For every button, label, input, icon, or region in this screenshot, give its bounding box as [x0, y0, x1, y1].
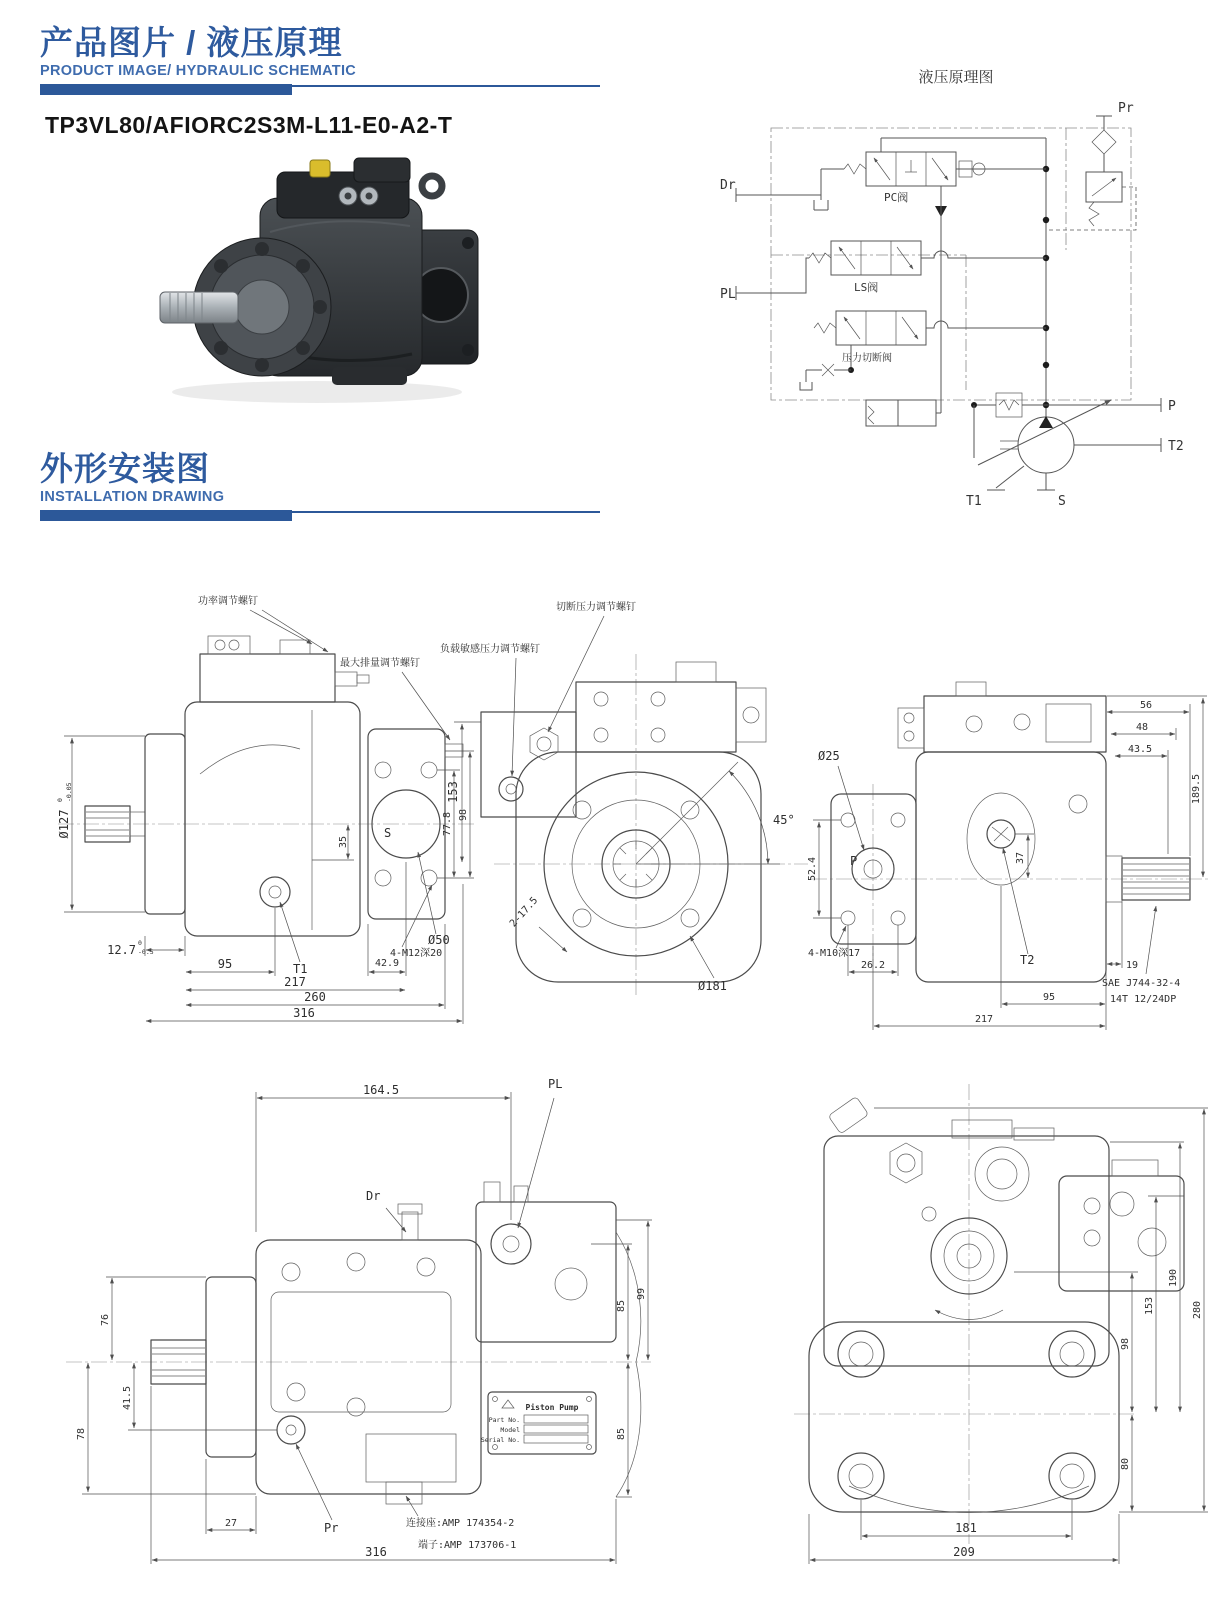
header-rule: [40, 510, 600, 521]
port-pr-label: Pr: [324, 1521, 339, 1535]
drawing-side-view-left: [50, 584, 480, 1029]
nameplate-brand: Piston Pump: [525, 1403, 579, 1412]
svg-text:-0.5: -0.5: [138, 948, 154, 956]
pc-valve: [821, 138, 1046, 405]
header-rule: [40, 84, 600, 95]
section-title-zh: 外形安装图: [40, 450, 210, 487]
ls-valve: [809, 241, 1046, 294]
dim-85-lower: 85: [616, 1427, 627, 1441]
port-dr-label: Dr: [366, 1189, 381, 1203]
drawing-rear-view: [714, 1024, 1214, 1576]
port-dr-label: Dr: [720, 178, 736, 193]
dim-12-7: 12.7: [107, 943, 136, 957]
dim-80: 80: [1120, 1457, 1131, 1471]
dim-27: 27: [224, 1518, 238, 1529]
callout-max-displacement-screw: 最大排量调节螺钉: [340, 658, 420, 669]
spline-spec-line1: SAE J744-32-4: [1102, 978, 1181, 989]
dim-52-4: 52.4: [807, 856, 818, 882]
dim-153: 153: [446, 781, 460, 803]
drawing-side-view-detail: [56, 1062, 656, 1577]
dim-37: 37: [1015, 851, 1026, 865]
dim-98: 98: [458, 808, 469, 822]
nameplate-row1: Part No.: [488, 1416, 520, 1424]
pump-outline: [809, 1096, 1184, 1512]
schematic-title: 液压原理图: [918, 68, 994, 86]
dimensions: [56, 736, 474, 1024]
dim-77-8: 77.8: [442, 811, 453, 837]
pump-outline: [151, 1182, 641, 1504]
dim-dia-50: Ø50: [428, 933, 450, 947]
nameplate-row2: Model: [500, 1426, 520, 1434]
port-s-label: S: [384, 826, 392, 840]
port-pl-label: PL: [720, 287, 736, 302]
dim-dia-181: Ø181: [698, 979, 727, 993]
port-p-label: P: [1168, 399, 1176, 414]
dim-35: 35: [338, 835, 349, 849]
cutoff-valve: [800, 311, 1046, 390]
pump-outline: [481, 662, 766, 982]
pump-symbol: [978, 400, 1111, 473]
dimensions: [446, 722, 795, 993]
brand-logo: [502, 1400, 514, 1408]
dim-316: 316: [293, 1006, 315, 1020]
dim-85-upper: 85: [616, 1299, 627, 1313]
dimensions: [76, 1077, 652, 1564]
port-t1-label: T1: [293, 962, 308, 976]
svg-text:-0.05: -0.05: [65, 782, 73, 802]
port-t2-label: T2: [1020, 953, 1035, 967]
port-pl: [736, 258, 809, 300]
drawing-front-view: [436, 592, 816, 1004]
pump-lifting-eye: [422, 176, 442, 196]
callout-load-sensing-screw: 负载敏感压力调节螺钉: [440, 644, 540, 655]
dim-217: 217: [974, 1014, 994, 1025]
dim-48: 48: [1135, 722, 1149, 733]
dim-95: 95: [217, 957, 233, 971]
svg-text:0: 0: [138, 939, 142, 947]
dim-shaft-dia: Ø127: [57, 809, 71, 839]
dim-164-5: 164.5: [362, 1083, 400, 1097]
drawing-side-view-right: [806, 634, 1216, 1036]
dim-99: 99: [636, 1287, 647, 1301]
spline-spec-line2: 14T 12/24DP: [1110, 994, 1177, 1005]
servo-cylinder: [866, 400, 941, 426]
pump-drive-shaft: [160, 292, 238, 323]
product-shadow: [172, 381, 462, 403]
dim-190: 190: [1168, 1268, 1179, 1288]
product-photo-piston-pump: [142, 142, 487, 410]
section-title-en: PRODUCT IMAGE/ HYDRAULIC SCHEMATIC: [40, 62, 357, 79]
port-p-label: P: [850, 854, 858, 868]
dim-98: 98: [1120, 1337, 1131, 1351]
section-title-zh: 产品图片 / 液压原理: [40, 24, 343, 61]
thread-spec-m10: 4-M10深17: [808, 948, 861, 959]
dim-78: 78: [76, 1427, 87, 1441]
dim-209: 209: [953, 1545, 975, 1559]
port-t2-label: T2: [1168, 439, 1184, 454]
dim-153: 153: [1144, 1296, 1155, 1316]
dim-189-5: 189.5: [1191, 773, 1202, 805]
nameplate: [481, 1392, 596, 1454]
note-terminal: 端子:AMP 173706-1: [418, 1540, 517, 1551]
dim-19: 19: [1126, 960, 1139, 971]
dim-280: 280: [1192, 1300, 1203, 1320]
pc-valve-label: PC阀: [884, 191, 909, 204]
port-s-label: S: [1058, 494, 1066, 509]
dimensions: [807, 696, 1207, 1030]
yellow-cap: [310, 160, 330, 177]
section-header-product-image: [40, 26, 600, 95]
pilot-valve-pr: [1046, 116, 1136, 230]
callouts: [198, 594, 450, 740]
callout-cutoff-pressure-screw: 切断压力调节螺钉: [556, 602, 636, 613]
cutoff-valve-label: 压力切断阀: [842, 353, 892, 364]
product-model-code: TP3VL80/AFIORC2S3M-L11-E0-A2-T: [45, 112, 453, 138]
dim-41-5: 41.5: [122, 1385, 133, 1411]
section-title-en: INSTALLATION DRAWING: [40, 488, 225, 505]
section-header-installation: [40, 452, 600, 521]
port-pl-label: PL: [548, 1077, 563, 1091]
ls-valve-label: LS阀: [854, 281, 879, 294]
dim-316: 316: [365, 1545, 387, 1559]
dim-43-5: 43.5: [1127, 744, 1153, 755]
callouts: [440, 600, 636, 776]
port-pr-label: Pr: [1118, 101, 1134, 116]
check-element: [971, 393, 1046, 458]
port-t1-label: T1: [966, 494, 982, 509]
callout-power-screw: 功率调节螺钉: [198, 596, 258, 607]
dim-56: 56: [1139, 700, 1153, 711]
thread-spec-m12: 4-M12深20: [390, 948, 443, 959]
note-connector: 连接座:AMP 174354-2: [406, 1518, 515, 1529]
dim-95: 95: [1042, 992, 1056, 1003]
dim-217: 217: [284, 975, 306, 989]
schematic-main-line: [1043, 138, 1049, 417]
dim-42-9: 42.9: [374, 958, 400, 969]
dim-2-17-5: 2-17.5: [507, 895, 541, 930]
tank-symbol: [736, 188, 828, 210]
dim-260: 260: [304, 990, 326, 1004]
dim-26-2: 26.2: [860, 960, 886, 971]
dim-181: 181: [955, 1521, 977, 1535]
hydraulic-schematic: [716, 60, 1196, 510]
svg-text:0: 0: [56, 798, 64, 802]
nameplate-row3: Serial No.: [480, 1436, 520, 1444]
dim-76: 76: [100, 1313, 111, 1327]
pump-top-control-valve: [277, 158, 410, 218]
dim-45deg: 45°: [773, 813, 795, 827]
dim-dia-25: Ø25: [818, 749, 840, 763]
